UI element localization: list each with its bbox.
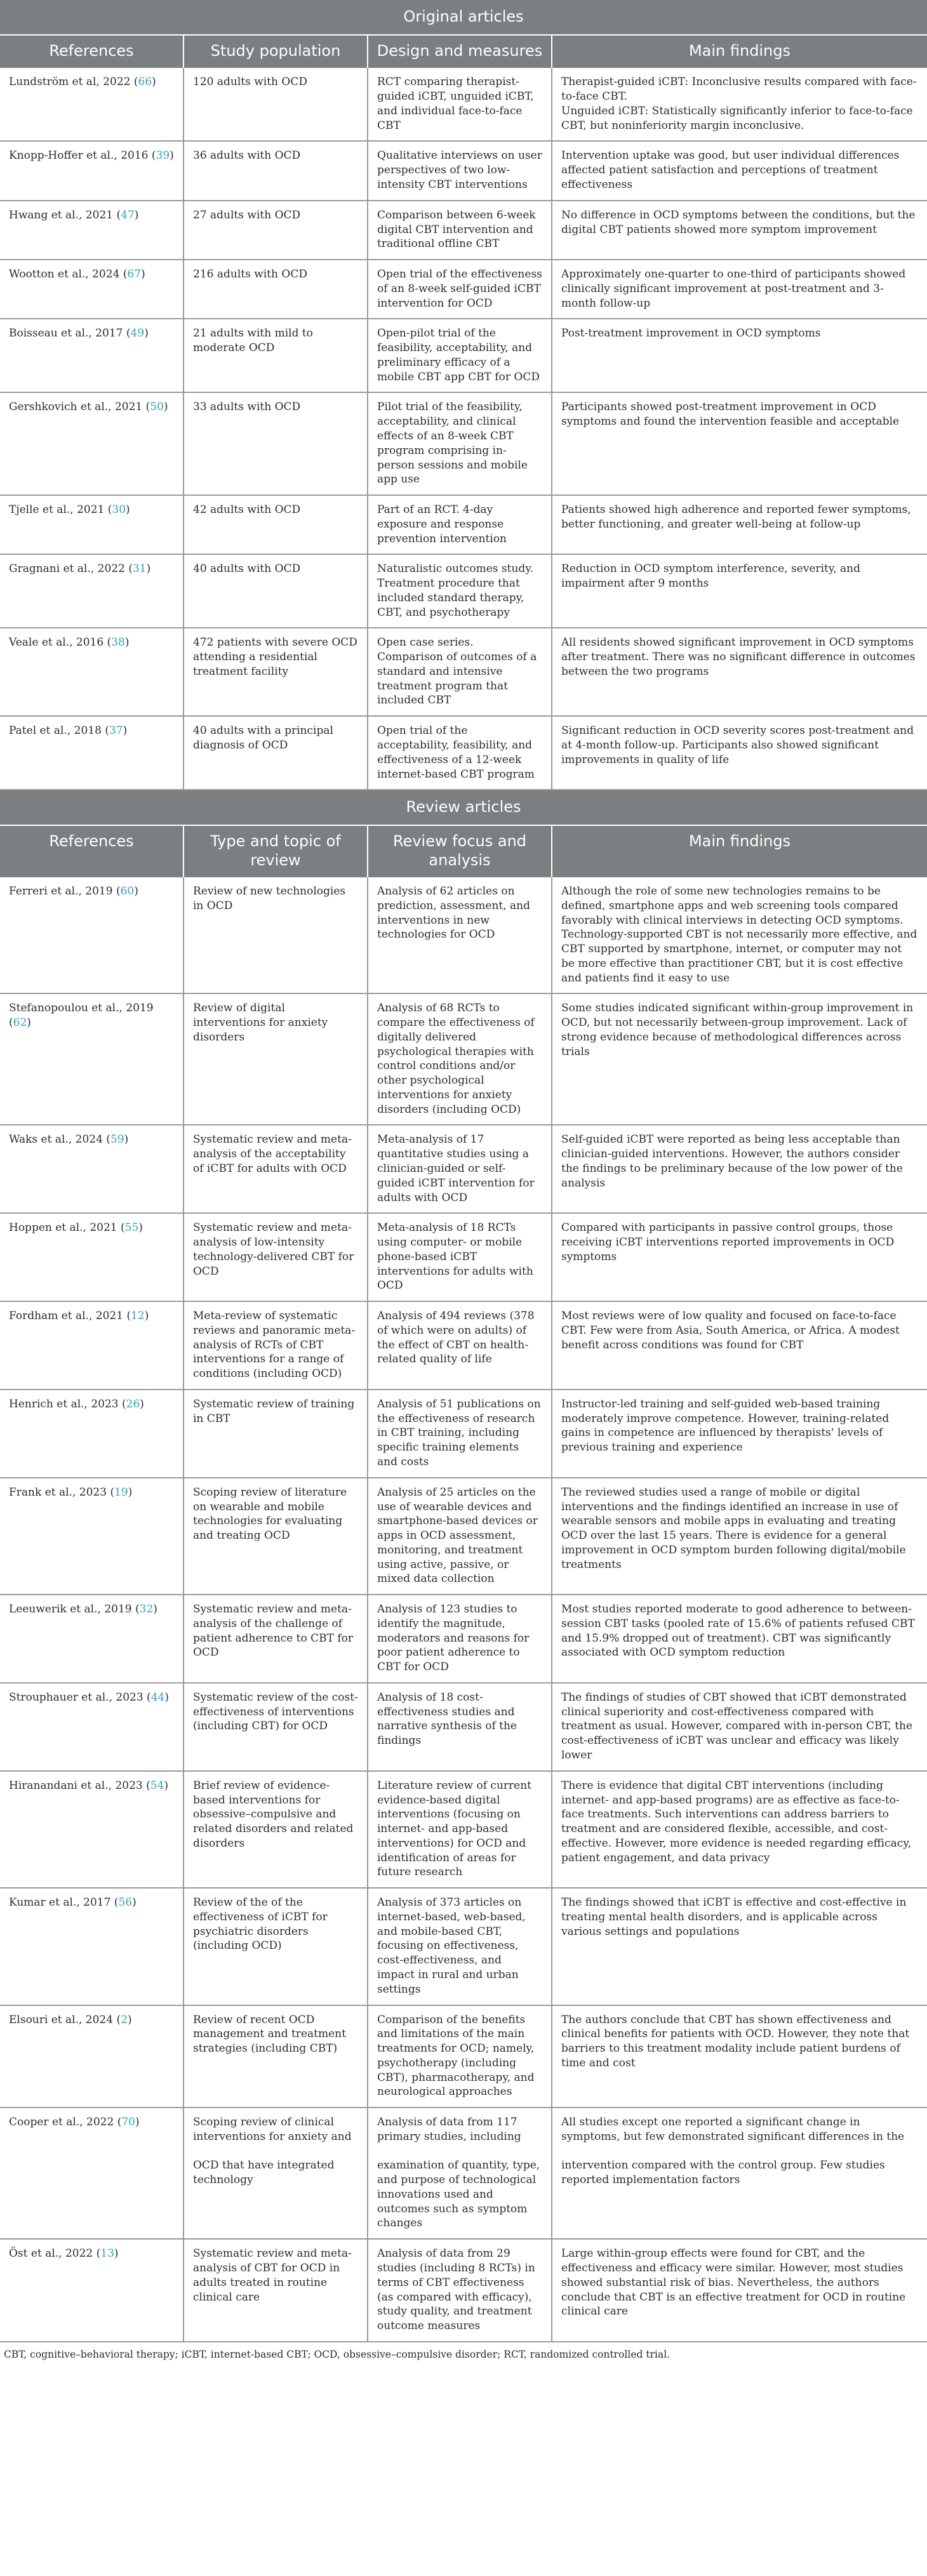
design-cell: Qualitative interviews on user perspectives of two low-intensity CBT interventions bbox=[368, 141, 552, 200]
reference-author: Fordham et al., 2021 ( bbox=[9, 1310, 131, 1323]
reference-cell bbox=[0, 1301, 183, 1390]
reference-author: Waks et al., 2024 ( bbox=[9, 1133, 110, 1146]
reference-close: ) bbox=[140, 1397, 144, 1411]
table-row bbox=[0, 1390, 927, 1478]
reference-cell bbox=[0, 319, 183, 392]
findings-cell: Reduction in OCD symptom interference, severity, and impairment after 9 months bbox=[552, 554, 927, 628]
findings-cell: The authors conclude that CBT has shown effectiveness and clinical benefits for patients with OCD. However, they note that barriers to this treatment modality include patient burdens of time and cost bbox=[552, 2005, 927, 2108]
citation-link[interactable]: 26 bbox=[126, 1397, 140, 1411]
header-study-population: Study population bbox=[183, 35, 368, 68]
reference-close: ) bbox=[126, 503, 130, 517]
findings-cell: The reviewed studies used a range of mobile or digital interventions and the findings identified an increase in use of wearable sensors and mobile apps in evaluating and treating OCD over the last 15 years. There is evidence for a general improvement in OCD symptom burden following digital/mobile treatments bbox=[552, 1478, 927, 1595]
reference-author: Tjelle et al., 2021 ( bbox=[9, 503, 112, 517]
population-cell: Review of the of the effectiveness of iCBT for psychiatric disorders (including OCD) bbox=[183, 1888, 368, 2005]
reference-cell bbox=[0, 716, 183, 790]
population-cell: 472 patients with severe OCD attending a residential treatment facility bbox=[183, 628, 368, 716]
reference-author: Frank et al., 2023 ( bbox=[9, 1485, 115, 1499]
review-section-title: Review articles bbox=[0, 790, 927, 825]
design-cell: Analysis of 68 RCTs to compare the effectiveness of digitally delivered psychological therapies with control conditions and/or other psychological interventions for anxiety disorders (including OCD) bbox=[368, 993, 552, 1125]
population-cell: Scoping review of clinical interventions for anxiety and OCD that have integrated technology bbox=[183, 2108, 368, 2239]
citation-link[interactable]: 55 bbox=[124, 1221, 139, 1235]
table-row bbox=[0, 141, 927, 200]
reference-close: ) bbox=[163, 401, 168, 414]
population-cell: Systematic review and meta-analysis of CBT for OCD in adults treated in routine clinical care bbox=[183, 2239, 368, 2342]
citation-link[interactable]: 59 bbox=[110, 1133, 124, 1146]
design-cell: Comparison of the benefits and limitations of the main treatments for OCD; namely, psychotherapy (including CBT), pharmacotherapy, and neurological approaches bbox=[368, 2005, 552, 2108]
reference-cell bbox=[0, 2108, 183, 2239]
design-cell: Analysis of 123 studies to identify the magnitude, moderators and reasons for poor patient adherence to CBT for OCD bbox=[368, 1595, 552, 1683]
reference-author: Gershkovich et al., 2021 ( bbox=[9, 401, 150, 414]
reference-cell bbox=[0, 1390, 183, 1478]
findings-cell: All residents showed significant improvement in OCD symptoms after treatment. There was no significant difference in outcomes between the two programs bbox=[552, 628, 927, 716]
population-cell: 36 adults with OCD bbox=[183, 141, 368, 200]
table-row bbox=[0, 68, 927, 141]
header-references: References bbox=[0, 825, 183, 877]
table-row bbox=[0, 993, 927, 1125]
reference-cell bbox=[0, 1595, 183, 1683]
design-cell: Naturalistic outcomes study. Treatment procedure that included standard therapy, CBT, and psychotherapy bbox=[368, 554, 552, 628]
reference-cell bbox=[0, 392, 183, 495]
table-row bbox=[0, 716, 927, 790]
reference-cell bbox=[0, 1125, 183, 1213]
findings-cell: No difference in OCD symptoms between the conditions, but the digital CBT patients showed more symptom improvement bbox=[552, 201, 927, 260]
design-cell: Open-pilot trial of the feasibility, acceptability, and preliminary efficacy of a mobile CBT app CBT for OCD bbox=[368, 319, 552, 392]
header-review-focus: Review focus and analysis bbox=[368, 825, 552, 877]
table-row bbox=[0, 1683, 927, 1771]
population-cell: Brief review of evidence-based interventions for obsessive–compulsive and related disorders and related disorders bbox=[183, 1771, 368, 1888]
reference-author: Lundström et al, 2022 ( bbox=[9, 76, 138, 89]
reference-author: Leeuwerik et al., 2019 ( bbox=[9, 1603, 140, 1616]
section-band bbox=[0, 790, 927, 825]
header-main-findings: Main findings bbox=[552, 825, 927, 877]
citation-link[interactable]: 2 bbox=[121, 2013, 128, 2026]
reference-close: ) bbox=[144, 1310, 149, 1323]
population-cell: Systematic review and meta-analysis of the challenge of patient adherence to CBT for OCD bbox=[183, 1595, 368, 1683]
findings-cell: Approximately one-quarter to one-third of participants showed clinically significant improvement at post-treatment and 3-month follow-up bbox=[552, 260, 927, 319]
citation-link[interactable]: 66 bbox=[138, 76, 152, 89]
column-header-row bbox=[0, 35, 927, 68]
population-cell: Review of recent OCD management and treatment strategies (including CBT) bbox=[183, 2005, 368, 2108]
header-design-measures: Design and measures bbox=[368, 35, 552, 68]
reference-author: Patel et al., 2018 ( bbox=[9, 724, 109, 738]
reference-close: ) bbox=[164, 1690, 169, 1704]
design-cell: Analysis of 62 articles on prediction, assessment, and interventions in new technologies for OCD bbox=[368, 877, 552, 993]
design-cell: Open trial of the acceptability, feasibility, and effectiveness of a 12-week internet-based CBT program bbox=[368, 716, 552, 790]
table-row bbox=[0, 2239, 927, 2342]
findings-cell: Some studies indicated significant within-group improvement in OCD, but not necessarily between-group improvement. Lack of strong evidence because of methodological differences across trials bbox=[552, 993, 927, 1125]
citation-link[interactable]: 37 bbox=[109, 724, 123, 738]
table-row bbox=[0, 201, 927, 260]
citation-link[interactable]: 31 bbox=[132, 562, 147, 576]
table-row bbox=[0, 554, 927, 628]
findings-cell: Most studies reported moderate to good adherence to between-session CBT tasks (pooled rate of 15.6% of patients refused CBT and 15.9% dropped out of treatment). CBT was significantly associated with OCD symptom reduction bbox=[552, 1595, 927, 1683]
reference-close: ) bbox=[27, 1016, 31, 1030]
reference-cell bbox=[0, 1478, 183, 1595]
reference-close: ) bbox=[153, 1603, 157, 1616]
reference-close: ) bbox=[144, 327, 149, 340]
design-cell: Analysis of 494 reviews (378 of which were on adults) of the effect of CBT on health-related quality of life bbox=[368, 1301, 552, 1390]
header-type-topic: Type and topic of review bbox=[183, 825, 368, 877]
reference-cell bbox=[0, 554, 183, 628]
design-cell: Meta-analysis of 17 quantitative studies using a clinician-guided or self-guided iCBT intervention for adults with OCD bbox=[368, 1125, 552, 1213]
table-row bbox=[0, 392, 927, 495]
section-band bbox=[0, 0, 927, 35]
reference-close: ) bbox=[135, 2116, 140, 2129]
findings-cell: Compared with participants in passive control groups, those receiving iCBT interventions reported improvements in OCD symptoms bbox=[552, 1213, 927, 1301]
citation-link[interactable]: 38 bbox=[111, 636, 125, 649]
population-cell: 42 adults with OCD bbox=[183, 495, 368, 554]
citation-link[interactable]: 60 bbox=[120, 884, 135, 898]
reference-author: Cooper et al., 2022 ( bbox=[9, 2116, 122, 2129]
reference-cell bbox=[0, 495, 183, 554]
design-cell: Literature review of current evidence-based digital interventions (focusing on internet- and app-based interventions) for OCD and identification of areas for future research bbox=[368, 1771, 552, 1888]
reference-author: Knopp-Hoffer et al., 2016 ( bbox=[9, 149, 156, 163]
reference-cell bbox=[0, 628, 183, 716]
table-row bbox=[0, 1301, 927, 1390]
reference-close: ) bbox=[146, 562, 151, 576]
design-cell: Analysis of 51 publications on the effectiveness of research in CBT training, including specific training elements and costs bbox=[368, 1390, 552, 1478]
table-row bbox=[0, 495, 927, 554]
design-cell: Open case series. Comparison of outcomes of a standard and intensive treatment program that included CBT bbox=[368, 628, 552, 716]
citation-link[interactable]: 12 bbox=[131, 1310, 145, 1323]
reference-close: ) bbox=[164, 1779, 169, 1792]
design-cell: RCT comparing therapist-guided iCBT, unguided iCBT, and individual face-to-face CBT bbox=[368, 68, 552, 141]
table-row bbox=[0, 319, 927, 392]
reference-close: ) bbox=[138, 1221, 143, 1235]
original-section-title: Original articles bbox=[0, 0, 927, 35]
table-row bbox=[0, 260, 927, 319]
population-cell: Scoping review of literature on wearable and mobile technologies for evaluating and treating OCD bbox=[183, 1478, 368, 1595]
findings-cell: Instructor-led training and self-guided web-based training moderately improve competence. However, training-related gains in competence are influenced by therapists' levels of previous training and experience bbox=[552, 1390, 927, 1478]
original-articles-section bbox=[0, 0, 927, 790]
reference-author: Veale et al., 2016 ( bbox=[9, 636, 112, 649]
findings-cell: Patients showed high adherence and reported fewer symptoms, better functioning, and greater well-being at follow-up bbox=[552, 495, 927, 554]
header-main-findings: Main findings bbox=[552, 35, 927, 68]
table-row bbox=[0, 2108, 927, 2239]
table-row bbox=[0, 1595, 927, 1683]
population-cell: 33 adults with OCD bbox=[183, 392, 368, 495]
table-row bbox=[0, 1213, 927, 1301]
reference-close: ) bbox=[124, 636, 130, 649]
reference-close: ) bbox=[127, 2013, 132, 2026]
reference-author: Elsouri et al., 2024 ( bbox=[9, 2013, 121, 2026]
findings-cell: The findings of studies of CBT showed that iCBT demonstrated clinical superiority and cost-effectiveness compared with treatment as usual. However, compared with in-person CBT, the cost-effectiveness of iCBT was unclear and efficacy was likely lower bbox=[552, 1683, 927, 1771]
findings-cell: Large within-group effects were found for CBT, and the effectiveness and efficacy were similar. However, most studies showed substantial risk of bias. Nevertheless, the authors conclude that CBT is an effective treatment for OCD in routine clinical care bbox=[552, 2239, 927, 2342]
citation-link[interactable]: 44 bbox=[150, 1690, 165, 1704]
reference-author: Hoppen et al., 2021 ( bbox=[9, 1221, 125, 1235]
population-cell: Systematic review and meta-analysis of the acceptability of iCBT for adults with OCD bbox=[183, 1125, 368, 1213]
population-cell: 40 adults with a principal diagnosis of OCD bbox=[183, 716, 368, 790]
table-row bbox=[0, 877, 927, 993]
reference-close: ) bbox=[141, 268, 145, 281]
population-cell: 27 adults with OCD bbox=[183, 201, 368, 260]
design-cell: Analysis of 25 articles on the use of wearable devices and smartphone-based devices or apps in OCD assessment, monitoring, and treatment using active, passive, or mixed data collection bbox=[368, 1478, 552, 1595]
reference-close: ) bbox=[128, 1485, 133, 1499]
findings-cell: Although the role of some new technologies remains to be defined, smartphone apps and web screening tools compared favorably with clinical interviews in detecting OCD symptoms. Technology-supported CBT is not necessarily more effective, and CBT supported by smartphone, internet, or computer may not be more effective than practitioner CBT, but it is cost effective and patients find it easy to use bbox=[552, 877, 927, 993]
table-row bbox=[0, 1125, 927, 1213]
reference-cell bbox=[0, 141, 183, 200]
design-cell: Comparison between 6-week digital CBT intervention and traditional offline CBT bbox=[368, 201, 552, 260]
reference-author: Strouphauer et al., 2023 ( bbox=[9, 1690, 151, 1704]
table-row bbox=[0, 1888, 927, 2005]
reference-close: ) bbox=[134, 884, 138, 898]
design-cell: Open trial of the effectiveness of an 8-week self-guided iCBT intervention for OCD bbox=[368, 260, 552, 319]
reference-cell bbox=[0, 260, 183, 319]
findings-cell: Intervention uptake was good, but user individual differences affected patient satisfaction and perceptions of treatment effectiveness bbox=[552, 141, 927, 200]
reference-cell bbox=[0, 1771, 183, 1888]
reference-close: ) bbox=[170, 149, 174, 163]
citation-link[interactable]: 49 bbox=[130, 327, 145, 340]
citation-link[interactable]: 54 bbox=[150, 1779, 164, 1792]
design-cell: Meta-analysis of 18 RCTs using computer- or mobile phone-based iCBT interventions for adults with OCD bbox=[368, 1213, 552, 1301]
citation-link[interactable]: 67 bbox=[127, 268, 142, 281]
findings-cell: There is evidence that digital CBT interventions (including internet- and app-based programs) are as effective as face-to-face treatments. Such interventions can address barriers to treatment and are considered flexible, accessible, and cost-effective. However, more evidence is needed regarding efficacy, patient engagement, and data privacy bbox=[552, 1771, 927, 1888]
reference-cell bbox=[0, 68, 183, 141]
findings-cell: Participants showed post-treatment improvement in OCD symptoms and found the intervention feasible and acceptable bbox=[552, 392, 927, 495]
findings-cell: All studies except one reported a significant change in symptoms, but few demonstrated significant differences in the intervention compared with the control group. Few studies reported implementation factors bbox=[552, 2108, 927, 2239]
population-cell: Systematic review of the cost-effectiveness of interventions (including CBT) for OCD bbox=[183, 1683, 368, 1771]
citation-link[interactable]: 19 bbox=[114, 1485, 128, 1499]
findings-cell: Self-guided iCBT were reported as being less acceptable than clinician-guided interventions. However, the authors consider the findings to be preliminary because of the low power of the analysis bbox=[552, 1125, 927, 1213]
reference-close: ) bbox=[123, 724, 128, 738]
reference-close: ) bbox=[114, 2247, 119, 2261]
column-header-row bbox=[0, 825, 927, 877]
citation-link[interactable]: 47 bbox=[121, 208, 135, 222]
reference-cell bbox=[0, 993, 183, 1125]
citation-link[interactable]: 62 bbox=[13, 1016, 27, 1030]
table-row bbox=[0, 628, 927, 716]
reference-author: Wootton et al., 2024 ( bbox=[9, 268, 128, 281]
reference-cell bbox=[0, 201, 183, 260]
review-articles-section bbox=[0, 790, 927, 2342]
findings-cell: Significant reduction in OCD severity scores post-treatment and at 4-month follow-up. Participants also showed significant improvements in quality of life bbox=[552, 716, 927, 790]
citation-link[interactable]: 70 bbox=[121, 2116, 135, 2129]
design-cell: Part of an RCT. 4-day exposure and response prevention intervention bbox=[368, 495, 552, 554]
table-row bbox=[0, 2005, 927, 2108]
design-cell: Pilot trial of the feasibility, acceptability, and clinical effects of an 8-week CBT program comprising in-person sessions and mobile app use bbox=[368, 392, 552, 495]
reference-author: Ferreri et al., 2019 ( bbox=[9, 884, 121, 898]
table-footnote: CBT, cognitive–behavioral therapy; iCBT, internet-based CBT; OCD, obsessive–compulsive disorder; RCT, randomized controlled trial. bbox=[4, 2348, 670, 2360]
table-row bbox=[0, 1478, 927, 1595]
reference-close: ) bbox=[134, 208, 139, 222]
reference-cell bbox=[0, 2005, 183, 2108]
reference-cell bbox=[0, 1683, 183, 1771]
reference-author: Henrich et al., 2023 ( bbox=[9, 1397, 126, 1411]
citation-link[interactable]: 39 bbox=[156, 149, 170, 163]
citation-link[interactable]: 30 bbox=[112, 503, 126, 517]
findings-cell: Most reviews were of low quality and focused on face-to-face CBT. Few were from Asia, South America, or Africa. A modest benefit across conditions was found for CBT bbox=[552, 1301, 927, 1390]
population-cell: 216 adults with OCD bbox=[183, 260, 368, 319]
reference-cell bbox=[0, 1888, 183, 2005]
reference-cell bbox=[0, 877, 183, 993]
reference-close: ) bbox=[152, 76, 156, 89]
population-cell: Systematic review and meta-analysis of low-intensity technology-delivered CBT for OCD bbox=[183, 1213, 368, 1301]
findings-cell: Therapist-guided iCBT: Inconclusive results compared with face-to-face CBT. Unguided iCBT: Statistically significantly inferior to face-to-face CBT, but noninferiority margin inconclusive. bbox=[552, 68, 927, 141]
findings-cell: The findings showed that iCBT is effective and cost-effective in treating mental health disorders, and is applicable across various settings and populations bbox=[552, 1888, 927, 2005]
population-cell: Review of digital interventions for anxiety disorders bbox=[183, 993, 368, 1125]
citation-link[interactable]: 56 bbox=[118, 1896, 133, 1909]
header-references: References bbox=[0, 35, 183, 68]
reference-author: Boisseau et al., 2017 ( bbox=[9, 327, 131, 340]
reference-author: Kumar et al., 2017 ( bbox=[9, 1896, 119, 1909]
population-cell: Systematic review of training in CBT bbox=[183, 1390, 368, 1478]
design-cell: Analysis of 18 cost-effectiveness studies and narrative synthesis of the findings bbox=[368, 1683, 552, 1771]
design-cell: Analysis of 373 articles on internet-based, web-based, and mobile-based CBT, focusing on effectiveness, cost-effectiveness, and impact in rural and urban settings bbox=[368, 1888, 552, 2005]
population-cell: Review of new technologies in OCD bbox=[183, 877, 368, 993]
population-cell: 120 adults with OCD bbox=[183, 68, 368, 141]
reference-cell bbox=[0, 1213, 183, 1301]
population-cell: 21 adults with mild to moderate OCD bbox=[183, 319, 368, 392]
reference-author: Öst et al., 2022 ( bbox=[9, 2247, 101, 2261]
population-cell: 40 adults with OCD bbox=[183, 554, 368, 628]
population-cell: Meta-review of systematic reviews and panoramic meta-analysis of RCTs of CBT interventions for a range of conditions (including OCD) bbox=[183, 1301, 368, 1390]
citation-link[interactable]: 32 bbox=[139, 1603, 154, 1616]
reference-close: ) bbox=[132, 1896, 137, 1909]
reference-author: Stefanopoulou et al., 2019 ( bbox=[9, 1002, 154, 1030]
reference-author: Hiranandani et al., 2023 ( bbox=[9, 1779, 150, 1792]
citation-link[interactable]: 50 bbox=[150, 401, 164, 414]
design-cell: Analysis of data from 117 primary studies, including examination of quantity, type, and purpose of technological innovations used and outcomes such as symptom changes bbox=[368, 2108, 552, 2239]
findings-cell: Post-treatment improvement in OCD symptoms bbox=[552, 319, 927, 392]
reference-author: Gragnani et al., 2022 ( bbox=[9, 562, 133, 576]
citation-link[interactable]: 13 bbox=[100, 2247, 114, 2261]
table-row bbox=[0, 1771, 927, 1888]
design-cell: Analysis of data from 29 studies (including 8 RCTs) in terms of CBT effectiveness (as compared with efficacy), study quality, and treatment outcome measures bbox=[368, 2239, 552, 2342]
reference-close: ) bbox=[124, 1133, 129, 1146]
reference-author: Hwang et al., 2021 ( bbox=[9, 208, 121, 222]
reference-cell bbox=[0, 2239, 183, 2342]
